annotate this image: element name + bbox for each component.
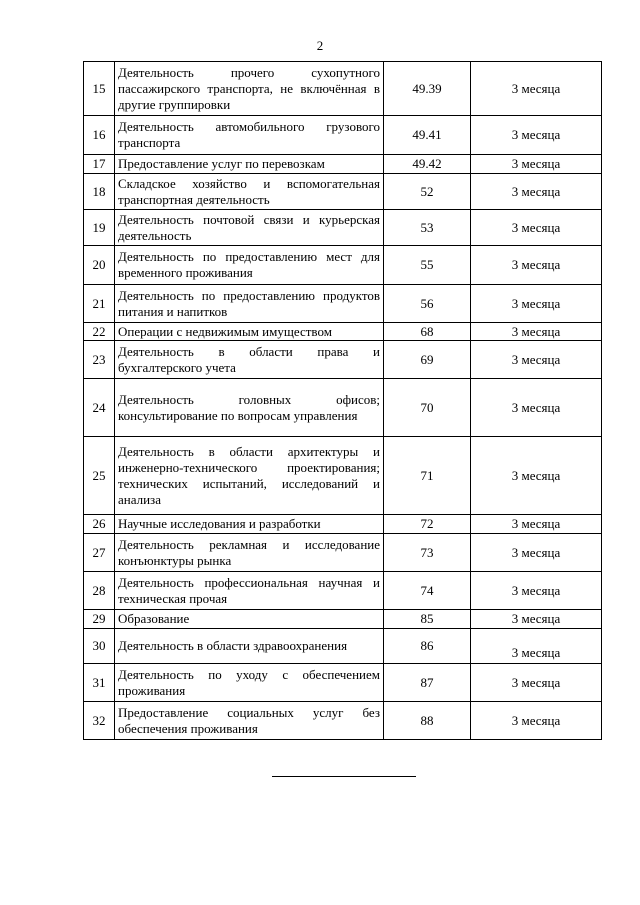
period: 3 месяца bbox=[471, 62, 602, 116]
okved-code: 85 bbox=[384, 610, 471, 629]
activity-name: Деятельность в области архитектуры и инженерно-технического проектирования; технических испытаний, исследований и анализа bbox=[115, 437, 384, 515]
activity-name: Деятельность по уходу с обеспечением проживания bbox=[115, 664, 384, 702]
page-number: 2 bbox=[316, 38, 324, 53]
activity-name: Складское хозяйство и вспомогательная транспортная деятельность bbox=[115, 174, 384, 210]
activity-name: Деятельность в области права и бухгалтерского учета bbox=[115, 341, 384, 379]
period: 3 месяца bbox=[471, 116, 602, 155]
activity-name: Деятельность автомобильного грузового транспорта bbox=[115, 116, 384, 155]
period: 3 месяца bbox=[471, 323, 602, 341]
period: 3 месяца bbox=[471, 629, 602, 664]
table-row bbox=[84, 174, 602, 210]
row-number: 15 bbox=[84, 62, 115, 116]
okved-code: 68 bbox=[384, 323, 471, 341]
period: 3 месяца bbox=[471, 246, 602, 285]
activity-name: Деятельность профессиональная научная и техническая прочая bbox=[115, 572, 384, 610]
activity-name: Деятельность по предоставлению мест для временного проживания bbox=[115, 246, 384, 285]
row-number: 21 bbox=[84, 285, 115, 323]
okved-code: 70 bbox=[384, 379, 471, 437]
activities-table bbox=[83, 61, 602, 740]
row-number: 27 bbox=[84, 534, 115, 572]
activity-name: Операции с недвижимым имуществом bbox=[115, 323, 384, 341]
okved-code: 87 bbox=[384, 664, 471, 702]
table-row bbox=[84, 246, 602, 285]
activity-name: Деятельность почтовой связи и курьерская деятельность bbox=[115, 210, 384, 246]
okved-code: 72 bbox=[384, 515, 471, 534]
row-number: 18 bbox=[84, 174, 115, 210]
activity-name: Деятельность головных офисов; консультирование по вопросам управления bbox=[115, 379, 384, 437]
activity-name: Деятельность в области здравоохранения bbox=[115, 629, 384, 664]
row-number: 32 bbox=[84, 702, 115, 740]
row-number: 19 bbox=[84, 210, 115, 246]
activity-name: Деятельность рекламная и исследование конъюнктуры рынка bbox=[115, 534, 384, 572]
row-number: 26 bbox=[84, 515, 115, 534]
period: 3 месяца bbox=[471, 174, 602, 210]
table-row bbox=[84, 323, 602, 341]
period: 3 месяца bbox=[471, 664, 602, 702]
table-row bbox=[84, 610, 602, 629]
table-row bbox=[84, 379, 602, 437]
divider-line bbox=[272, 776, 416, 777]
okved-code: 55 bbox=[384, 246, 471, 285]
activity-name: Деятельность по предоставлению продуктов питания и напитков bbox=[115, 285, 384, 323]
table-row bbox=[84, 515, 602, 534]
row-number: 17 bbox=[84, 155, 115, 174]
activity-name: Деятельность прочего сухопутного пассажирского транспорта, не включённая в другие группировки bbox=[115, 62, 384, 116]
table-row bbox=[84, 534, 602, 572]
period: 3 месяца bbox=[471, 437, 602, 515]
okved-code: 86 bbox=[384, 629, 471, 664]
activity-name: Образование bbox=[115, 610, 384, 629]
period: 3 месяца bbox=[471, 379, 602, 437]
period: 3 месяца bbox=[471, 610, 602, 629]
row-number: 31 bbox=[84, 664, 115, 702]
row-number: 22 bbox=[84, 323, 115, 341]
period: 3 месяца bbox=[471, 341, 602, 379]
okved-code: 49.42 bbox=[384, 155, 471, 174]
row-number: 24 bbox=[84, 379, 115, 437]
row-number: 28 bbox=[84, 572, 115, 610]
period: 3 месяца bbox=[471, 572, 602, 610]
period: 3 месяца bbox=[471, 155, 602, 174]
activity-name: Научные исследования и разработки bbox=[115, 515, 384, 534]
row-number: 23 bbox=[84, 341, 115, 379]
period: 3 месяца bbox=[471, 702, 602, 740]
table-row bbox=[84, 341, 602, 379]
table-row bbox=[84, 116, 602, 155]
table-row bbox=[84, 702, 602, 740]
period: 3 месяца bbox=[471, 515, 602, 534]
table-row bbox=[84, 664, 602, 702]
table-row bbox=[84, 285, 602, 323]
okved-code: 53 bbox=[384, 210, 471, 246]
okved-code: 88 bbox=[384, 702, 471, 740]
period: 3 месяца bbox=[471, 210, 602, 246]
table-row bbox=[84, 62, 602, 116]
okved-code: 74 bbox=[384, 572, 471, 610]
activity-name: Предоставление услуг по перевозкам bbox=[115, 155, 384, 174]
okved-code: 73 bbox=[384, 534, 471, 572]
okved-code: 69 bbox=[384, 341, 471, 379]
table-row bbox=[84, 572, 602, 610]
okved-code: 49.39 bbox=[384, 62, 471, 116]
row-number: 30 bbox=[84, 629, 115, 664]
row-number: 20 bbox=[84, 246, 115, 285]
period: 3 месяца bbox=[471, 285, 602, 323]
activity-name: Предоставление социальных услуг без обеспечения проживания bbox=[115, 702, 384, 740]
okved-code: 52 bbox=[384, 174, 471, 210]
okved-code: 56 bbox=[384, 285, 471, 323]
okved-code: 71 bbox=[384, 437, 471, 515]
table-row bbox=[84, 155, 602, 174]
table-row bbox=[84, 210, 602, 246]
okved-code: 49.41 bbox=[384, 116, 471, 155]
table-row bbox=[84, 629, 602, 664]
row-number: 16 bbox=[84, 116, 115, 155]
period: 3 месяца bbox=[471, 534, 602, 572]
table-row bbox=[84, 437, 602, 515]
row-number: 25 bbox=[84, 437, 115, 515]
row-number: 29 bbox=[84, 610, 115, 629]
